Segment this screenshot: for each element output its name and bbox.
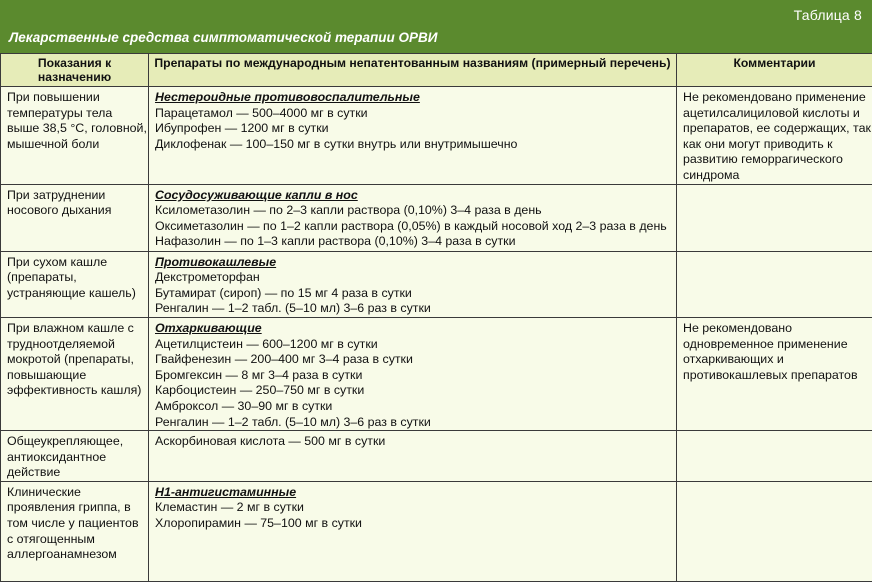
indication-cell: Клинические проявления гриппа, в том числе у пациентов с отягощенным аллергоанамнезом — [1, 481, 149, 581]
drug-item: Ибупрофен — 1200 мг в сутки — [155, 121, 676, 137]
drug-item: Нафазолин — по 1–3 капли раствора (0,10%) 3–4 раза в сутки — [155, 234, 676, 250]
drugs-cell — [149, 481, 677, 581]
comment-cell: Не рекомендовано одновременное применение отхаркивающих и противокашлевых препаратов — [677, 317, 872, 430]
table-row — [1, 87, 872, 185]
drug-item: Декстрометорфан — [155, 270, 676, 286]
header-bar — [0, 0, 872, 53]
column-header-indication: Показания к назначению — [1, 54, 149, 87]
indication-cell: При затруднении носового дыхания — [1, 184, 149, 251]
drugs-cell — [149, 317, 677, 430]
drugs-cell — [149, 87, 677, 185]
drug-item: Гвайфенезин — 200–400 мг 3–4 раза в сутки — [155, 352, 676, 368]
therapy-table — [0, 53, 872, 582]
indication-cell: При влажном кашле с трудноотделяемой мокротой (препараты, повышающие эффективность кашля) — [1, 317, 149, 430]
comment-cell — [677, 251, 872, 317]
drug-item: Парацетамол — 500–4000 мг в сутки — [155, 106, 676, 122]
drug-item: Карбоцистеин — 250–750 мг в сутки — [155, 383, 676, 399]
indication-cell: При сухом кашле (препараты, устраняющие кашель) — [1, 251, 149, 317]
drugs-cell — [149, 251, 677, 317]
table-title: Лекарственные средства симптоматической терапии ОРВИ — [9, 30, 437, 45]
comment-cell — [677, 431, 872, 482]
column-header-comments: Комментарии — [677, 54, 872, 87]
drug-item: Аскорбиновая кислота — 500 мг в сутки — [155, 434, 676, 450]
table-number-label: Таблица 8 — [794, 7, 862, 23]
comment-cell: Не рекомендовано применение ацетилсалициловой кислоты и препаратов, ее содержащих, так как они могут приводить к развитию геморрагического синдрома — [677, 87, 872, 185]
table-row — [1, 251, 872, 317]
drug-item: Ксилометазолин — по 2–3 капли раствора (0,10%) 3–4 раза в день — [155, 203, 676, 219]
drug-item: Диклофенак — 100–150 мг в сутки внутрь или внутримышечно — [155, 137, 676, 153]
drugs-cell — [149, 184, 677, 251]
drug-item: Ацетилцистеин — 600–1200 мг в сутки — [155, 337, 676, 353]
column-header-drugs: Препараты по международным непатентованным названиям (примерный перечень) — [149, 54, 677, 87]
table-row — [1, 317, 872, 430]
drug-group-title: Противокашлевые — [155, 255, 676, 271]
drugs-cell — [149, 431, 677, 482]
indication-cell: При повышении температуры тела выше 38,5 °С, головной, мышечной боли — [1, 87, 149, 185]
drug-item: Клемастин — 2 мг в сутки — [155, 500, 676, 516]
drug-item: Оксиметазолин — по 1–2 капли раствора (0,05%) в каждый носовой ход 2–3 раза в день — [155, 219, 676, 235]
drug-group-title: Сосудосуживающие капли в нос — [155, 188, 676, 204]
indication-cell: Общеукрепляющее, антиоксидантное действие — [1, 431, 149, 482]
drug-item: Бутамират (сироп) — по 15 мг 4 раза в сутки — [155, 286, 676, 302]
table-row — [1, 481, 872, 581]
header-row — [1, 54, 872, 87]
comment-cell — [677, 481, 872, 581]
table-row — [1, 431, 872, 482]
drug-item: Хлоропирамин — 75–100 мг в сутки — [155, 516, 676, 532]
table-row — [1, 184, 872, 251]
drug-group-title: Н1-антигистаминные — [155, 485, 676, 501]
drug-item: Ренгалин — 1–2 табл. (5–10 мл) 3–6 раз в сутки — [155, 415, 676, 431]
drug-item: Амброксол — 30–90 мг в сутки — [155, 399, 676, 415]
drug-group-title: Отхаркивающие — [155, 321, 676, 337]
comment-cell — [677, 184, 872, 251]
drug-item: Бромгексин — 8 мг 3–4 раза в сутки — [155, 368, 676, 384]
drug-group-title: Нестероидные противовоспалительные — [155, 90, 676, 106]
drug-item: Ренгалин — 1–2 табл. (5–10 мл) 3–6 раз в сутки — [155, 301, 676, 317]
